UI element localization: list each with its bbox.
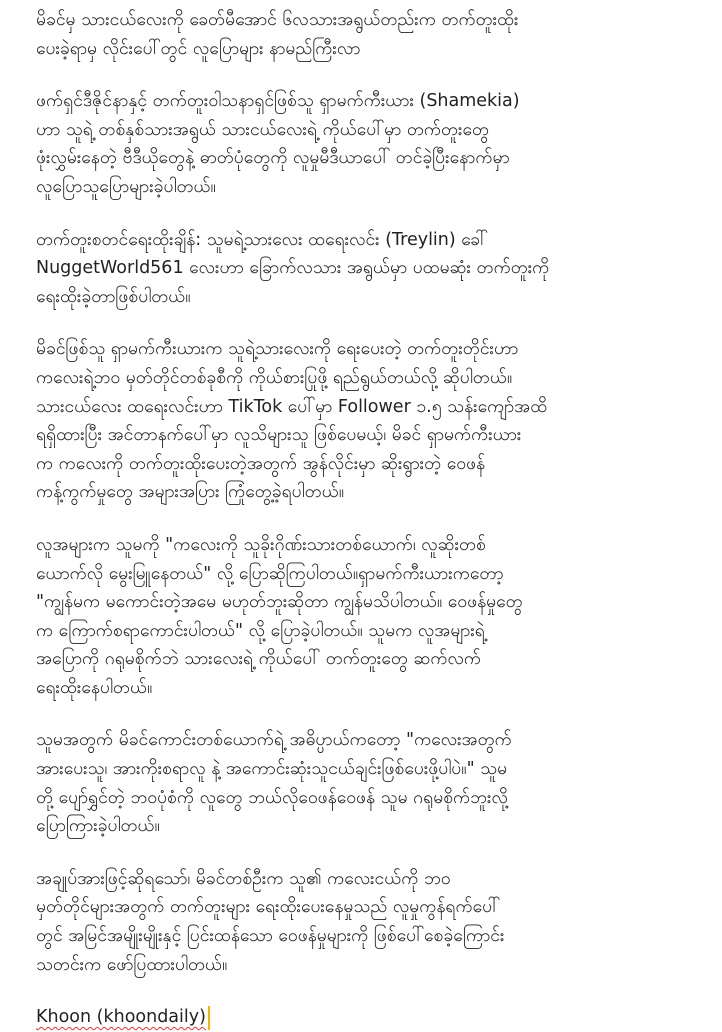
signature-line[interactable]: [36, 1003, 700, 1032]
document-body[interactable]: [36, 0, 700, 1032]
author-signature: Khoon (khoondaily): [36, 1007, 206, 1028]
paragraph-good-mother: သူမအတွက် မိခင်ကောင်းတစ်ယောက်ရဲ့ အဓိပ္ပာယ်ကတော့ "ကလေးအတွက် အားပေးသူ၊ အားကိုးစရာလူ နဲ့ အကောင်းဆုံးသူငယ်ချင်းဖြစ်ပေးဖို့ပါပဲ။" သူမ တို့ ပျော်ရွှင်တဲ့ ဘဝပုံစံကို လူတွေ ဘယ်လိုဝေဖန်ဝေဖန် သူမ ဂရုမစိုက်ဘူးလို့ ပြောကြားခဲ့ပါတယ်။: [36, 730, 512, 837]
text-cursor-caret: [208, 1006, 210, 1030]
paragraph-milestones: မိခင်ဖြစ်သူ ရှာမက်ကီးယားက သူရဲ့သားလေးကို ရေးပေးတဲ့ တက်တူးတိုင်းဟာ ကလေးရဲ့ဘဝ မှတ်တိုင်တစ်ခုစီကို ကိုယ်စားပြုဖို့ ရည်ရွယ်တယ်လို့ ဆိုပါတယ်။ သားငယ်လေး ထရေးလင်းဟာ TikTok ပေါ်မှာ Follower ၁.၅ သန်းကျော်အထိ ရရှိထားပြီး အင်တာနက်ပေါ်မှာ လူသိများသူ ဖြစ်ပေမယ့်၊ မိခင် ရှာမက်ကီးယား က ကလေးကို တက်တူးထိုးပေးတဲ့အတွက် အွန်လိုင်းမှာ ဆိုးရွားတဲ့ ဝေဖန် ကန့်ကွက်မှုတွေ အများအပြား ကြုံတွေ့ခဲ့ရပါတယ်။: [36, 339, 548, 503]
paragraph-tattoo-start: တက်တူးစတင်ရေးထိုးချိန်: သူမရဲ့သားလေး ထရေးလင်း (Treylin) ခေါ် NuggetWorld561 လေးဟာ ခြောက်လသား အရွယ်မှာ ပထမဆုံး တက်တူးကို ရေးထိုးခဲ့တာဖြစ်ပါတယ်။: [36, 229, 550, 307]
paragraph-criticism: လူအများက သူမကို "ကလေးကို သူခိုးဂိုဏ်းသားတစ်ယောက်၊ လူဆိုးတစ် ယောက်လို မွေးမြူနေတယ်" လို့ ပြောဆိုကြပါတယ်။ရှာမက်ကီးယားကတော့ "ကျွန်မက မကောင်းတဲ့အမေ မဟုတ်ဘူးဆိုတာ ကျွန်မသိပါတယ်။ ဝေဖန်မှုတွေ က ကြောက်စရာကောင်းပါတယ်" လို့ ပြောခဲ့ပါတယ်။ သူမက လူအများရဲ့ အပြောကို ဂရုမစိုက်ဘဲ သားလေးရဲ့ ကိုယ်ပေါ် တက်တူးတွေ ဆက်လက် ရေးထိုးနေပါတယ်။: [36, 534, 523, 698]
paragraph-intro: ဖက်ရှင်ဒီဇိုင်နာနှင့် တက်တူးဝါသနာရှင်ဖြစ်သူ ရှာမက်ကီးယား (Shamekia) ဟာ သူရဲ့ တစ်နှစ်သားအရွယ် သားငယ်လေးရဲ့ ကိုယ်ပေါ်မှာ တက်တူးတွေ ဖုံးလွှမ်းနေတဲ့ ဗီဒီယိုတွေနဲ့ ဓာတ်ပုံတွေကို လူမှုမီဒီယာပေါ် တင်ခဲ့ပြီးနောက်မှာ လူပြောသူပြောများခဲ့ပါတယ်။: [36, 91, 520, 197]
paragraph-headline: မိခင်မှ သားငယ်လေးကို ခေတ်မီအောင် ၆လသားအရွယ်တည်းက တက်တူးထိုး ပေးခဲ့ရာမှ လိုင်းပေါ်တွင် လူပြောများ နာမည်ကြီးလာ: [36, 10, 519, 59]
paragraph-summary: အချုပ်အားဖြင့်ဆိုရသော်၊ မိခင်တစ်ဦးက သူ၏ ကလေးငယ်ကို ဘဝ မှတ်တိုင်များအတွက် တက်တူးများ ရေးထိုးပေးနေမှုသည် လူမှုကွန်ရက်ပေါ် တွင် အမြင်အမျိုးမျိုးနှင့် ပြင်းထန်သော ဝေဖန်မှုများကို ဖြစ်ပေါ်စေခဲ့ကြောင်း သတင်းက ဖော်ပြထားပါတယ်။: [36, 868, 505, 975]
